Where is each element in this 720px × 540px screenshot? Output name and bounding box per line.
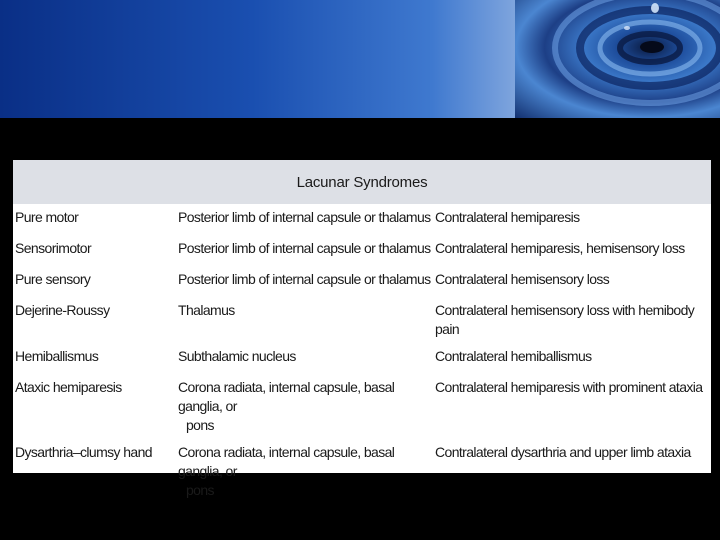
table-row — [13, 439, 711, 504]
location-text: Posterior limb of internal capsule or thalamus — [178, 240, 431, 256]
syndrome-cell: Pure sensory — [15, 271, 91, 287]
table-title: Lacunar Syndromes — [13, 160, 711, 204]
location-cell — [176, 297, 433, 343]
location-cell — [176, 204, 433, 235]
finding-cell: Contralateral hemiparesis — [435, 209, 580, 225]
water-drop-image — [515, 0, 720, 118]
location-text-continued: pons — [186, 482, 214, 498]
location-text: Corona radiata, internal capsule, basal ganglia, or — [178, 379, 395, 414]
finding-cell: Contralateral hemisensory loss with hemibody pain — [435, 302, 695, 337]
table-row — [13, 204, 711, 235]
table-row — [13, 374, 711, 439]
table-row — [13, 297, 711, 343]
table-row — [13, 235, 711, 266]
table-row — [13, 266, 711, 297]
syndrome-cell: Ataxic hemiparesis — [15, 379, 122, 395]
location-cell — [176, 266, 433, 297]
location-text-continued: pons — [186, 417, 214, 433]
finding-cell: Contralateral hemiparesis, hemisensory loss — [435, 240, 685, 256]
location-cell — [176, 235, 433, 266]
syndrome-cell: Dejerine-Roussy — [15, 302, 110, 318]
table-row — [13, 343, 711, 374]
location-cell — [176, 439, 433, 504]
location-text: Posterior limb of internal capsule or thalamus — [178, 271, 431, 287]
location-cell — [176, 343, 433, 374]
syndrome-cell: Pure motor — [15, 209, 79, 225]
syndrome-cell: Hemiballismus — [15, 348, 99, 364]
syndromes-grid — [13, 204, 711, 504]
location-text: Corona radiata, internal capsule, basal ganglia, or — [178, 444, 395, 479]
location-cell — [176, 374, 433, 439]
syndrome-cell: Sensorimotor — [15, 240, 92, 256]
finding-cell: Contralateral hemiballismus — [435, 348, 592, 364]
location-text: Thalamus — [178, 302, 235, 318]
syndrome-cell: Dysarthria–clumsy hand — [15, 444, 152, 460]
location-text: Posterior limb of internal capsule or thalamus — [178, 209, 431, 225]
lacunar-syndromes-table — [13, 160, 711, 498]
finding-cell: Contralateral hemiparesis with prominent ataxia — [435, 379, 703, 395]
finding-cell: Contralateral dysarthria and upper limb ataxia — [435, 444, 691, 460]
finding-cell: Contralateral hemisensory loss — [435, 271, 610, 287]
location-text: Subthalamic nucleus — [178, 348, 296, 364]
